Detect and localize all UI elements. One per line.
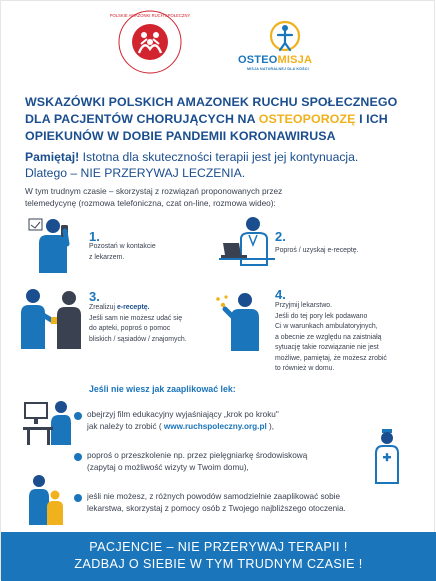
step-3-line-4: bliskich / sąsiadów / znajomych. <box>89 335 187 343</box>
doctor-laptop-icon <box>219 215 275 270</box>
person-pills-icon <box>215 289 271 356</box>
title-line-2-a: DLA PACJENTÓW CHORUJĄCYCH NA <box>25 112 259 126</box>
step-4-line-6: możliwe, pamiętaj, że możesz zrobić <box>275 354 387 362</box>
step-1-line-1: Pozostań w kontakcie <box>89 243 156 250</box>
bullet-1 <box>74 412 82 420</box>
bullet-1-line-2-a: jak należy to zrobić ( <box>87 422 164 431</box>
title-line-1: WSKAZÓWKI POLSKICH AMAZONEK RUCHU SPOŁECZNEGO <box>25 95 398 109</box>
step-3-line-2: Jeśli sam nie możesz udać się <box>89 314 183 322</box>
step-3-number: 3. <box>89 289 100 304</box>
step-1-line-2: z lekarzem. <box>89 253 125 261</box>
osteo-part: OSTEO <box>238 54 278 66</box>
step-2-number: 2. <box>275 229 286 244</box>
step-4-number: 4. <box>275 287 286 302</box>
bullet-3 <box>74 494 82 502</box>
remember-line-2: Dlatego – NIE PRZERYWAJ LECZENIA. <box>25 166 246 180</box>
remember-note <box>25 149 417 181</box>
step-2-line-1: Poproś / uzyskaj e-receptę. <box>275 247 359 254</box>
bullet-1-line-1: obejrzyj film edukacyjny wyjaśniający „krok po kroku" <box>87 410 279 419</box>
footer-line-1: PACJENCIE – NIE PRZERYWAJ TERAPII ! <box>89 540 348 554</box>
step-1-number: 1. <box>89 229 100 244</box>
step-4-line-4: a obecnie ze względu na zaistniałą <box>275 333 382 341</box>
footer-line-2: ZADBAJ O SIEBIE W TYM TRUDNYM CZASIE ! <box>74 557 363 571</box>
page-title <box>25 94 417 145</box>
bullet-3-line-2: lekarstwa, skorzystaj z pomocy osób z Twojego najbliższego otoczenia. <box>87 504 346 513</box>
bullet-2-line-1: poproś o przeszkolenie np. przez pielęgniarkę środowiskową <box>87 451 308 460</box>
bullet-3-text <box>87 491 346 515</box>
step-3-line-1 <box>89 303 187 314</box>
step-4-line-7: to również w domu. <box>275 365 335 372</box>
bullet-2 <box>74 453 82 461</box>
website-link[interactable]: www.ruchspoleczny.org.pl <box>163 422 267 431</box>
nurse-icon <box>372 429 402 488</box>
bullet-3-line-1: jeśli nie możesz, z różnych powodów samodzielnie zaaplikować sobie <box>87 492 341 501</box>
title-highlight: OSTEOPOROZĘ <box>258 112 356 126</box>
osteomisja-wordmark <box>238 54 312 66</box>
intro-line-1: W tym trudnym czasie – skorzystaj z rozwiązań proponowanych przez <box>25 186 283 196</box>
remember-bold: Pamiętaj! <box>25 150 80 164</box>
step-1-text <box>89 242 156 263</box>
step-4-line-5: sytuację takie rozwiązanie nie jest <box>275 344 379 351</box>
title-line-3: OPIEKUNÓW W DOBIE PANDEMII KORONAWIRUSA <box>25 129 336 143</box>
step-3-line-3: do apteki, poproś o pomoc <box>89 325 171 332</box>
bullet-1-line-2-b: ), <box>266 422 274 431</box>
step-3-text <box>89 303 187 345</box>
amazonki-logo <box>109 9 191 75</box>
step-4-text <box>275 301 387 375</box>
misja-part: MISJA <box>277 54 313 66</box>
person-phone-icon <box>23 217 87 278</box>
footer-banner <box>1 532 436 581</box>
bullet-2-line-2: (zapytaj o możliwość wizyty w Twoim domu), <box>87 463 249 472</box>
step-4-line-3: Ci w warunkach ambulatoryjnych, <box>275 323 378 330</box>
step-4-line-1: Przyjmij lekarstwo. <box>275 302 333 309</box>
person-computer-icon <box>23 399 75 450</box>
family-icon <box>25 473 65 530</box>
intro-line-2: telemedycynę (rozmowa telefoniczna, czat on-line, rozmowa wideo): <box>25 197 276 208</box>
how-to-heading: Jeśli nie wiesz jak zaaplikować lek: <box>89 384 236 394</box>
bullet-2-text <box>87 450 307 474</box>
bullet-1-line-2 <box>87 421 279 433</box>
remember-rest: Istotna dla skuteczności terapii jest jej kontynuacja. <box>79 150 359 164</box>
step-4-line-2: Jeśli do tej pory lek podawano <box>275 312 368 320</box>
title-line-2 <box>25 111 417 128</box>
step-2-text <box>275 246 359 257</box>
intro-text <box>25 186 385 209</box>
title-line-2-b: I ICH <box>355 112 388 126</box>
two-people-icon <box>15 287 87 354</box>
step-3-first-a: Zrealizuj <box>89 304 117 311</box>
logo-ring-text: POLSKIE AMAZONKI RUCH SPOŁECZNY <box>109 13 191 18</box>
osteomisja-tagline: MISJA NATURALNEJ DLA KOŚCI <box>247 67 309 71</box>
bullet-1-text <box>87 409 279 433</box>
step-3-bold: e-receptę. <box>116 304 150 311</box>
